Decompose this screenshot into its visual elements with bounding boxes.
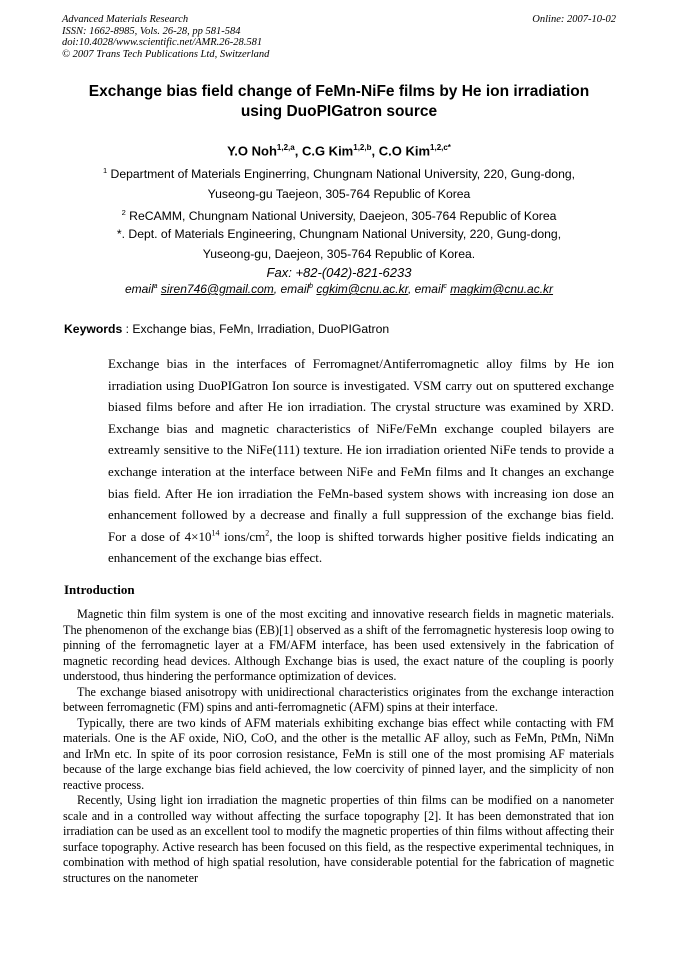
doi-line: doi:10.4028/www.scientific.net/AMR.26-28.581 — [62, 37, 263, 49]
paper-title — [62, 82, 616, 122]
aff-text: Yuseong-gu Taejeon, 305-764 Republic of Korea — [207, 187, 471, 202]
aff-sup: 2 — [121, 208, 126, 217]
issn-line: ISSN: 1662-8985, Vols. 26-28, pp 581-584 — [62, 25, 241, 37]
email-link[interactable]: magkim@cnu.ac.kr — [450, 282, 554, 296]
aff-text: ReCAMM, Chungnam National University, Daejeon, 305-764 Republic of Korea — [129, 209, 557, 224]
aff-text: Yuseong-gu, Daejeon, 305-764 Republic of Korea. — [202, 247, 476, 262]
author-list: Y.O Noh$^{1,2,a}$, C.G Kim$^{1,2,b}$, C.O Kim$^{1,2,c*}$ — [227, 143, 451, 159]
author-sup: 1,2,a — [276, 143, 295, 152]
author-name: C.G Kim — [301, 143, 354, 159]
author-sup: 1,2,c* — [430, 143, 451, 152]
author-sup: 1,2,b — [353, 143, 372, 152]
email-link[interactable]: siren746@gmail.com — [160, 282, 274, 296]
copyright-line: © 2007 Trans Tech Publications Ltd, Switzerland — [62, 48, 270, 60]
journal-name: Advanced Materials Research — [62, 14, 189, 25]
journal-header — [62, 14, 616, 60]
keywords: Keywords : Exchange bias, FeMn, Irradiation, DuoPIGatron — [64, 322, 390, 336]
keywords-text: Exchange bias, FeMn, Irradiation, DuoPIGatron — [132, 322, 390, 336]
keywords-label: Keywords — [64, 322, 123, 336]
title-line-2: using DuoPIGatron source — [240, 103, 438, 120]
paragraph: Magnetic thin film system is one of the most exciting and innovative research fields in magnetic materials. The phenomenon of the exchange bias (EB)[1] observed as a shift of the ferromagnetic hysteresis loop owing to pinning of the ferromagnetic layer at a FM/AFM interface, has been used extensively in the fabrication of magnetic recording head devices. Although Exchange bias is used, the exact nature of the coupling is poorly understood, thus hindering the performance optimization of devices. — [63, 607, 614, 683]
affiliation-1 — [62, 161, 616, 205]
aff-sup: 1 — [102, 166, 108, 175]
online-date: Online: 2007-10-02 — [532, 14, 616, 25]
body-text — [63, 607, 614, 886]
abstract: Exchange bias in the interfaces of Ferromagnet/Antiferromagnetic alloy films by He ion irradiation using DuoPIGatron Ion source is investigated. VSM carry out on sputtered exchange biased films before and after He ion irradiation. The crystal structure was examined by XRD. Exchange bias and magnetic characteristics of NiFe/FeMn exchange coupled bilayers are extreamly sensitive to the NiFe(111) texture. He ion irradiation oriented NiFe tends to provide a exchange interation at the interface between NiFe and FeMn films and It changes an exchange bias field. After He ion irradiation the FeMn-based system shows with increasing ion dose an enhancement followed by a decrease and finally a full suppression of the exchange bias field. For a dose of $4\times 10^{14}$ ions/$cm^2$, the loop is shifted torwards higher positive fields indicating an enhancement of the exchange bias effect. — [108, 356, 614, 566]
affiliation-2 — [62, 203, 616, 226]
paragraph: Recently, Using light ion irradiation the magnetic properties of thin films can be modified on a nanometer scale and in a controlled way without affecting the surface topography [2]. It has been demonstrated that ion irradiation can be used as an excellent tool to modify the magnetic properties of thin films without affecting their surface topography. Active research has been focused on this field, as the respective experimental techniques, in combination with method of high spatial resolution, have considerable potential for the fabrication of magnetic structures on the nanometer — [63, 793, 614, 885]
email-link[interactable]: cgkim@cnu.ac.kr — [316, 282, 408, 296]
title-line-1: Exchange bias field change of FeMn-NiFe films by He ion irradiation — [88, 83, 590, 100]
fax-line: Fax: +82-(042)-821-6233 — [266, 265, 412, 280]
aff-text: *. Dept. of Materials Engineering, Chungnam National University, 220, Gung-dong, — [116, 227, 562, 241]
affiliation-3 — [62, 224, 616, 265]
author-name: C.O Kim — [378, 143, 431, 159]
section-heading: Introduction — [64, 582, 135, 597]
email-line: email$^a$ siren746@gmail.com, email$^b$ cgkim@cnu.ac.kr, email$^c$ magkim@cnu.ac.kr — [124, 282, 554, 296]
paragraph: Typically, there are two kinds of AFM materials exhibiting exchange bias effect while contacting with FM materials. One is the AF oxide, NiO, CoO, and the other is the metallic AF alloy, such as FeMn, PtMn, NiMn and IrMn etc. In spite of its poor corrosion resistance, FeMn is still one of the most promising AF materials because of the large exchange bias field achieved, the low coercivity of pinned layer, and the simplicity of non reactive process. — [63, 715, 614, 792]
author-name: Y.O Noh — [227, 143, 277, 159]
aff-text: Department of Materials Enginerring, Chungnam National University, 220, Gung-dong, — [110, 167, 576, 182]
paragraph: The exchange biased anisotropy with unidirectional characteristics originates from the exchange interaction between ferromagnetic (FM) spins and anti-ferromagnetic (AFM) spins at their interface. — [63, 684, 614, 714]
